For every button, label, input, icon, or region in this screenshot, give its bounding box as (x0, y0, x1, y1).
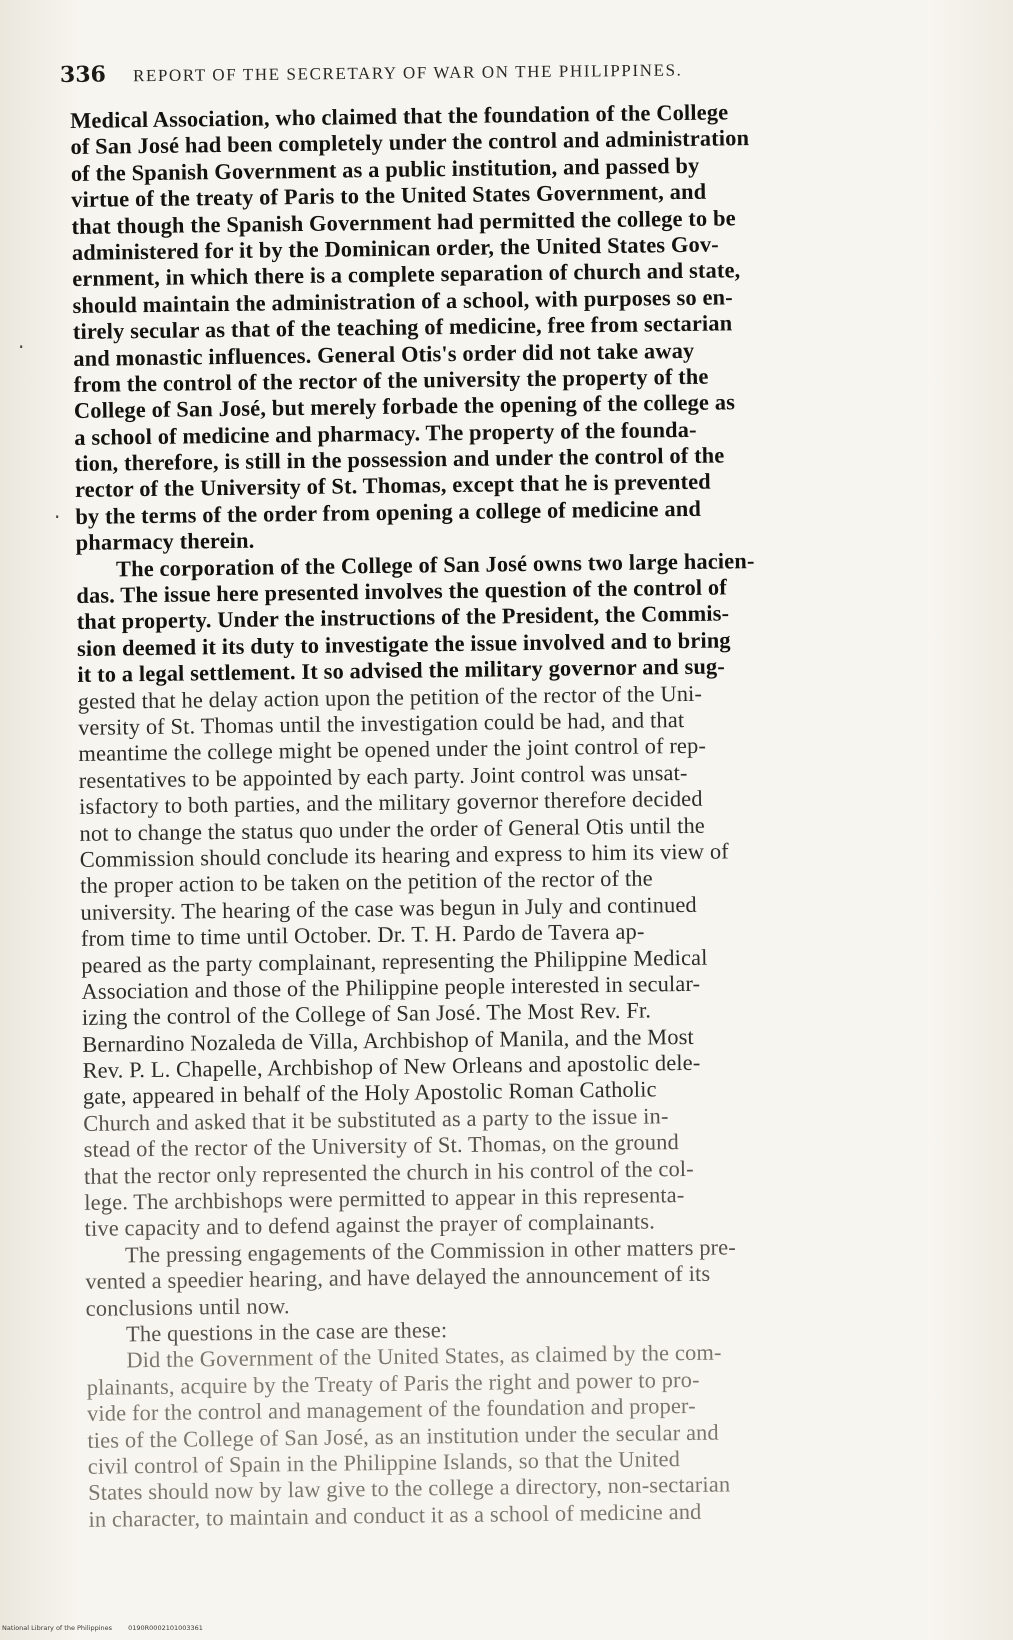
text-line: civil control of Spain in the Philippine Islands, so that the United (87, 1446, 681, 1479)
text-line: and monastic influences. General Otis's order did not take away (73, 337, 695, 371)
text-line: isfactory to both parties, and the military governor therefore decided (78, 785, 703, 820)
body-text (70, 97, 959, 1533)
text-line: not to change the status quo under the order of General Otis until the (79, 812, 706, 846)
text-line: plainants, acquire by the Treaty of Paris the right and power to pro- (86, 1366, 700, 1400)
text-line: izing the control of the College of San José. The Most Rev. Fr. (81, 997, 652, 1031)
text-line: pharmacy therein. (75, 527, 255, 556)
text-line: stead of the rector of the University of St. Thomas, on the ground (83, 1129, 679, 1163)
text-line: from time to time until October. Dr. T. H. Pardo de Tavera ap- (80, 918, 645, 952)
footer-identifier: 0190R0002101003361 (128, 1624, 203, 1632)
text-line: das. The issue here presented involves the question of the control of (76, 574, 728, 608)
text-line: meantime the college might be opened under the joint control of rep- (78, 733, 707, 767)
text-line: tion, therefore, is still in the possession and under the control of the (74, 442, 725, 477)
margin-mark: · (54, 505, 61, 529)
text-line: Church and asked that it be substituted as a party to the issue in- (83, 1103, 669, 1136)
running-head: REPORT OF THE SECRETARY OF WAR ON THE PHILIPPINES. (132, 60, 683, 86)
scan-footer (2, 1624, 217, 1632)
text-line: vented a speedier hearing, and have delayed the announcement of its (85, 1260, 711, 1295)
text-line: that property. Under the instructions of the President, the Commis- (76, 600, 730, 635)
text-line: a school of medicine and pharmacy. The property of the founda- (74, 416, 697, 450)
text-line: tirely secular as that of the teaching of medicine, free from sectarian (72, 310, 733, 345)
text-line: Medical Association, who claimed that the foundation of the College (70, 99, 729, 133)
text-line: ties of the College of San José, as an institution under the secular and (87, 1419, 719, 1453)
text-line: university. The hearing of the case was begun in July and continued (80, 891, 697, 925)
text-line: The questions in the case are these: (125, 1317, 448, 1347)
text-line: of the Spanish Government as a public institution, and passed by (70, 152, 700, 186)
margin-mark: · (18, 335, 25, 359)
text-line: The corporation of the College of San José owns two large hacien- (115, 547, 755, 582)
text-line: Did the Government of the United States, as claimed by the com- (126, 1339, 722, 1373)
text-line: Association and those of the Philippine people interested in secular- (81, 970, 701, 1004)
text-line: of San José had been completely under the control and administration (70, 125, 750, 160)
text-line: College of San José, but merely forbade the opening of the college as (73, 389, 736, 424)
text-line: gate, appeared in behalf of the Holy Apostolic Roman Catholic (82, 1076, 657, 1110)
text-line: that the rector only represented the church in his control of the col- (83, 1155, 694, 1189)
text-line: vide for the control and management of the foundation and proper- (86, 1393, 696, 1427)
text-line: lege. The archbishops were permitted to appear in this representa- (84, 1182, 685, 1215)
text-line: in character, to maintain and conduct it as a school of medicine and (88, 1498, 702, 1532)
text-line: should maintain the administration of a school, with purposes so en- (72, 284, 733, 318)
text-line: The pressing engagements of the Commission in other matters pre- (124, 1234, 737, 1268)
text-line: Commission should conclude its hearing and express to him its view of (79, 838, 729, 872)
text-line: the proper action to be taken on the petition of the rector of the (80, 865, 653, 899)
page-number: 336 (59, 61, 107, 88)
text-line: rector of the University of St. Thomas, except that he is prevented (74, 469, 711, 503)
text-line: it to a legal settlement. It so advised the military governor and sug- (77, 653, 726, 688)
text-line: gested that he delay action upon the petition of the rector of the Uni- (77, 680, 703, 714)
text-line: Bernardino Nozaleda de Villa, Archbishop of Manila, and the Most (82, 1023, 694, 1057)
text-line: that though the Spanish Government had permitted the college to be (71, 204, 736, 239)
text-line: States should now by law give to the college a directory, non-sectarian (87, 1471, 731, 1506)
text-line: from the control of the rector of the university the property of the (73, 363, 709, 397)
text-line: virtue of the treaty of Paris to the United States Government, and (71, 178, 707, 213)
footer-collection: National Library of the Philippines (2, 1624, 113, 1632)
text-line: Rev. P. L. Chapelle, Archbishop of New Orleans and apostolic dele- (82, 1049, 701, 1083)
text-line: tive capacity and to defend against the prayer of complainants. (84, 1208, 656, 1242)
text-line: ernment, in which there is a complete separation of church and state, (72, 257, 741, 292)
text-line: versity of St. Thomas until the investigation could be had, and that (77, 706, 685, 740)
text-line: by the terms of the order from opening a college of medicine and (75, 495, 702, 529)
text-line: administered for it by the Dominican order, the United States Gov- (71, 231, 719, 265)
text-line: conclusions until now. (85, 1292, 290, 1321)
page-header (60, 53, 920, 92)
text-line: sion deemed it its duty to investigate the issue involved and to bring (76, 627, 731, 661)
text-line: resentatives to be appointed by each party. Joint control was unsat- (78, 759, 688, 793)
text-line: peared as the party complainant, representing the Philippine Medical (81, 944, 708, 978)
